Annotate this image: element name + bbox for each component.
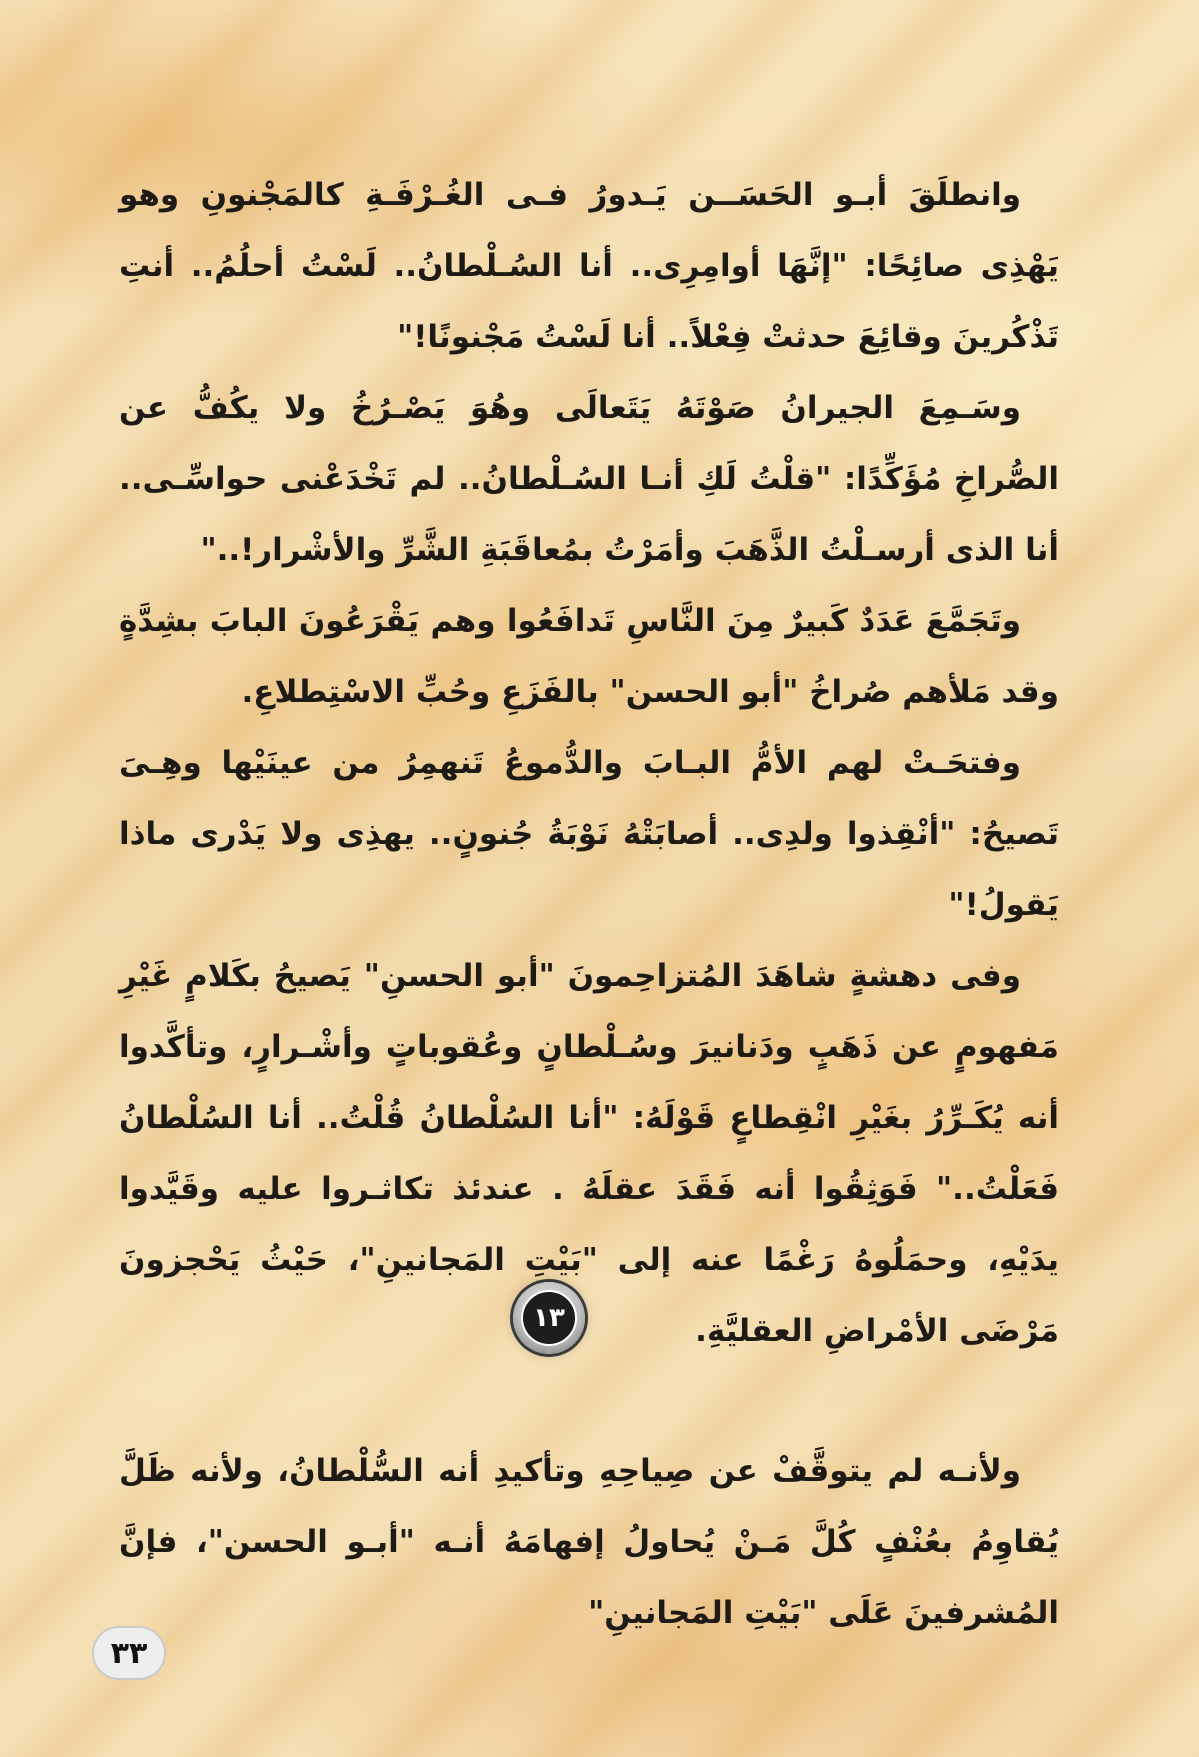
paragraph-1: وانطلَقَ أبـو الحَسَــن يَـدورُ فـى الغُـرْفَـةِ كالمَجْنونِ وهو يَهْذِى صائِحًا: "إنَّهَا أوامِرِى.. أنا السُـلْطانُ.. لَسْتُ أحلُمُ.. أنتِ تَذْكُرينَ وقائِعَ حدثتْ فِعْلاً.. أنا لَسْتُ مَجْنونًا!" [119, 177, 1059, 355]
paragraph-2: وسَـمِعَ الجيرانُ صَوْتَهُ يَتَعالَى وهُوَ يَصْـرُخُ ولا يكُفُّ عن الصُّراخِ مُؤَكِّدًا: "قلْتُ لَكِ أنـا السُـلْطانُ.. لم تَخْدَعْنى حواسِّـى.. أنا الذى أرسـلْتُ الذَّهَبَ وأمَرْتُ بمُعاقَبَةِ الشَّرِّ والأشْرار!.." [119, 390, 1059, 568]
paragraph-6: ولأنـه لم يتوقَّفْ عن صِياحِهِ وتأكيدِ أنه السُّلْطانُ، ولأنه ظَلَّ يُقاوِمُ بعُنْفٍ كُلَّ مَـنْ يُحاولُ إفهامَهُ أنـه "أبـو الحسن"، فإنَّ المُشرفينَ عَلَى "بَيْتِ المَجانينِ" [119, 1453, 1059, 1631]
paragraph-5: وفى دهشةٍ شاهَدَ المُتزاحِمونَ "أبو الحسنِ" يَصيحُ بكَلامٍ غَيْرِ مَفهومٍ عن ذَهَبٍ ودَنانيرَ وسُـلْطانٍ وعُقوباتٍ وأشْـرارٍ، وتأكَّدوا أنه يُكَـرِّرُ بغَيْرِ انْقِطاعٍ قَوْلَهُ: "أنا السُلْطانُ قُلْتُ.. أنا السُلْطانُ فَعَلْتُ.." فَوَثِقُوا أنه فَقَدَ عقلَهُ . عندئذ تكاثـروا عليه وقَيَّدوا يدَيْهِ، وحمَلُوهُ رَغْمًا عنه إلى "بَيْتِ المَجانينِ"، حَيْثُ يَحْجزونَ مَرْضَى الأمْراضِ العقليَّةِ. [119, 958, 1059, 1349]
chapter-number: ١٣ [521, 1290, 577, 1346]
page-number: ٣٣ [92, 1626, 166, 1680]
paragraph-3: وتَجَمَّعَ عَدَدٌ كَبيرٌ مِنَ النَّاسِ تَدافَعُوا وهم يَقْرَعُونَ البابَ بشِدَّةٍ وقد مَلأهم صُراخُ "أبو الحسن" بالفَزَعِ وحُبِّ الاسْتِطلاعِ. [119, 603, 1059, 710]
story-text-upper [119, 160, 1059, 1367]
chapter-number-badge [513, 1282, 585, 1354]
story-text-lower [119, 1436, 1059, 1649]
paragraph-4: وفتحَـتْ لهم الأمُّ البـابَ والدُّموعُ تَنهمِرُ من عينَيْها وهِـىَ تَصيحُ: "أنْقِذوا ولدِى.. أصابَتْهُ نَوْبَةُ جُنونٍ.. يهذِى ولا يَدْرى ماذا يَقولُ!" [119, 745, 1059, 923]
